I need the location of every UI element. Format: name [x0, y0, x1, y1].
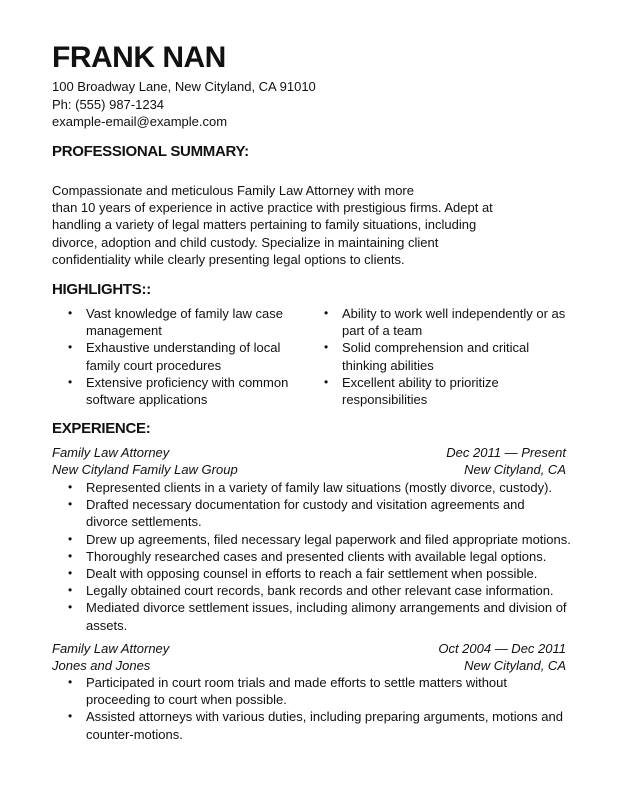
address: 100 Broadway Lane, New Cityland, CA 91010 — [52, 79, 316, 94]
job-header — [52, 640, 566, 674]
highlights-list-right — [342, 305, 572, 408]
email: example-email@example.com — [52, 114, 228, 129]
job-dates: Oct 2004 — Dec 2011 — [438, 641, 566, 656]
job-title: Family Law Attorney — [52, 641, 170, 656]
highlight-item: • Vast knowledge of family law case management — [86, 305, 316, 339]
job-bullet: • Participated in court room trials and made efforts to settle matters without proceeding to court when possible. — [86, 674, 576, 708]
summary-line: Compassionate and meticulous Family Law Attorney with more — [52, 183, 414, 198]
job-bullet: • Thoroughly researched cases and presented clients with available legal options. — [86, 548, 576, 565]
job-bullet: • Mediated divorce settlement issues, including alimony arrangements and division of assets. — [86, 599, 576, 633]
job-bullet: • Dealt with opposing counsel in efforts to reach a fair settlement when possible. — [86, 565, 576, 582]
job-company: New Cityland Family Law Group — [52, 462, 238, 478]
job-bullet: • Legally obtained court records, bank records and other relevant case information. — [86, 582, 576, 599]
highlight-item: • Solid comprehension and critical thinking abilities — [342, 339, 572, 373]
highlight-item: • Excellent ability to prioritize responsibilities — [342, 374, 572, 408]
summary-line: handling a variety of legal matters pertaining to family situations, including — [52, 217, 477, 233]
job-bullet: • Assisted attorneys with various duties, including preparing arguments, motions and counter-motions. — [86, 708, 576, 742]
job-bullets — [86, 674, 576, 743]
highlight-item: • Extensive proficiency with common software applications — [86, 374, 316, 408]
phone: Ph: (555) 987-1234 — [52, 96, 165, 112]
candidate-name: FRANK NAN — [52, 41, 226, 74]
highlight-item: • Ability to work well independently or as part of a team — [342, 305, 572, 339]
contact-block — [52, 78, 316, 131]
job-location: New Cityland, CA — [464, 658, 566, 674]
job-title: Family Law Attorney — [52, 445, 170, 460]
job-dates: Dec 2011 — Present — [446, 445, 566, 460]
highlights-heading: HIGHLIGHTS:: — [52, 281, 151, 298]
summary-heading: PROFESSIONAL SUMMARY: — [52, 143, 249, 160]
highlights-list-left — [86, 305, 316, 408]
summary-line: divorce, adoption and child custody. Specialize in maintaining client — [52, 234, 439, 250]
highlight-item: • Exhaustive understanding of local family court procedures — [86, 339, 316, 373]
summary-text — [52, 182, 512, 268]
job-location: New Cityland, CA — [464, 462, 566, 478]
job-bullet: • Drafted necessary documentation for custody and visitation agreements and divorce settlements. — [86, 496, 576, 530]
job-bullet: • Represented clients in a variety of family law situations (mostly divorce, custody). — [86, 479, 576, 496]
summary-line: than 10 years of experience in active practice with prestigious firms. Adept at — [52, 200, 493, 216]
job-bullet: • Drew up agreements, filed necessary legal paperwork and filed appropriate motions. — [86, 531, 576, 548]
job-company: Jones and Jones — [52, 658, 151, 674]
job-header — [52, 444, 566, 478]
job-bullets — [86, 479, 576, 634]
experience-heading: EXPERIENCE: — [52, 420, 151, 437]
summary-line: confidentiality while clearly presenting legal options to clients. — [52, 251, 405, 267]
